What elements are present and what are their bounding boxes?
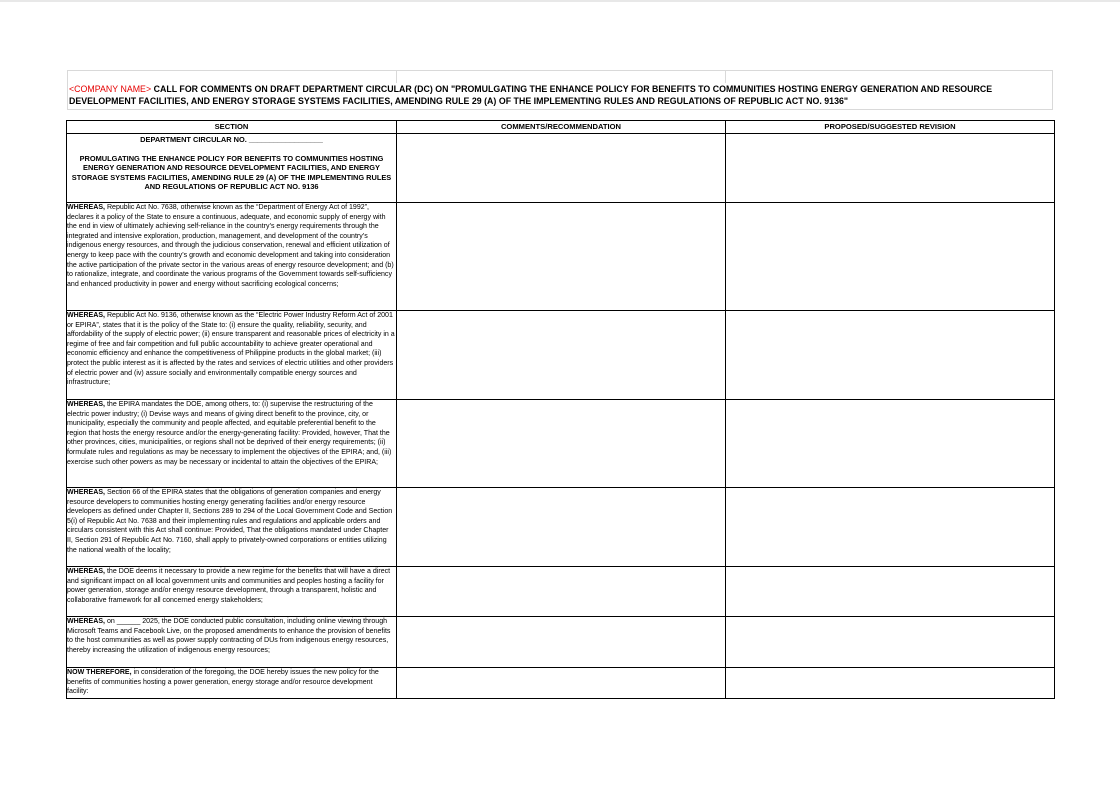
section-cell (67, 488, 397, 567)
column-header-comments: COMMENTS/RECOMMENDATION (397, 121, 726, 134)
clause-text: the DOE deems it necessary to provide a new regime for the benefits that will have a direct and significant impact on all local government units and communities and peoples hosting a facility for power generation, storage and/or energy resource development, through a transparent, holistic and collaborative framework for all concerned energy stakeholders; (67, 568, 391, 604)
revision-cell[interactable] (726, 488, 1055, 567)
comment-cell[interactable] (397, 400, 726, 488)
document-title (69, 84, 1054, 107)
clause-lead: WHEREAS, (67, 401, 105, 408)
revision-cell[interactable] (726, 668, 1055, 699)
clause-lead: WHEREAS, (67, 204, 105, 211)
revision-cell[interactable] (726, 617, 1055, 668)
table-header-row (67, 121, 1055, 134)
clause-lead: NOW THEREFORE, (67, 669, 132, 676)
section-cell (67, 203, 397, 311)
clause-text: the EPIRA mandates the DOE, among others, to: (i) supervise the restructuring of the electric power industry; (i) Devise ways and means of giving direct benefit to the province, city, or municipality, especially the community and people affected, and equitable preferential benefit to the region that hosts the energy resource and/or the energy-generating facility: Provided, however, That the other provinces, cities, municipalities, or regions shall not be deprived of their energy requirements; (ii) formulate rules and regulations as may be necessary to implement the objectives of the EPIRA; and, (iii) exercise such other powers as may be necessary or incidental to attain the objectives of the EPIRA; (67, 401, 392, 466)
table-row (67, 668, 1055, 699)
clause-lead: WHEREAS, (67, 568, 105, 575)
circular-number: DEPARTMENT CIRCULAR NO. __________________ (140, 135, 323, 144)
column-header-section: SECTION (67, 121, 397, 134)
column-header-revision: PROPOSED/SUGGESTED REVISION (726, 121, 1055, 134)
section-cell (67, 567, 397, 617)
comment-cell[interactable] (397, 668, 726, 699)
revision-cell[interactable] (726, 203, 1055, 311)
table-row (67, 617, 1055, 668)
circular-title: PROMULGATING THE ENHANCE POLICY FOR BENEFITS TO COMMUNITIES HOSTING ENERGY GENERATION AND RESOURCE DEVELOPMENT FACILITIES, AND ENERGY STORAGE SYSTEMS FACILITIES, AMENDING RULE 29 (A) OF THE IMPLEMENTING RULES AND REGULATIONS OF REPUBLIC ACT NO. 9136 (71, 153, 392, 192)
comment-cell[interactable] (397, 488, 726, 567)
clause-text: in consideration of the foregoing, the DOE hereby issues the new policy for the benefits of communities hosting a power generation, energy storage and/or resource development facility: (67, 669, 379, 696)
title-text: CALL FOR COMMENTS ON DRAFT DEPARTMENT CIRCULAR (DC) ON "PROMULGATING THE ENHANCE POLICY FOR BENEFITS TO COMMUNITIES HOSTING ENERGY GENERATION AND RESOURCE DEVELOPMENT FACILITIES, AND ENERGY STORAGE SYSTEMS FACILITIES, AMENDING RULE 29 (A) OF THE IMPLEMENTING RULES AND REGULATIONS OF REPUBLIC ACT NO. 9136" (69, 84, 993, 106)
comments-matrix-table (66, 120, 1055, 699)
company-name-placeholder: <COMPANY NAME> (69, 84, 152, 94)
section-cell (67, 400, 397, 488)
comment-cell[interactable] (397, 134, 726, 203)
revision-cell[interactable] (726, 400, 1055, 488)
page-top-edge (0, 0, 1120, 2)
table-row (67, 567, 1055, 617)
clause-lead: WHEREAS, (67, 618, 105, 625)
clause-text: on ______ 2025, the DOE conducted public consultation, including online viewing through Microsoft Teams and Facebook Live, on the proposed amendments to enhance the provision of benefits to the host communities as well as power supply contracting of DUs from indigenous energy resources, thereby increasing the utilization of indigenous energy resources; (67, 618, 391, 654)
comment-cell[interactable] (397, 617, 726, 668)
comment-cell[interactable] (397, 203, 726, 311)
table-row (67, 311, 1055, 400)
comment-cell[interactable] (397, 567, 726, 617)
clause-text: Republic Act No. 7638, otherwise known as the “Department of Energy Act of 1992”, declares it a policy of the State to ensure a continuous, adequate, and economic supply of energy with the end in view of ultimately achieving self-reliance in the country’s energy requirements through the integrated and intensive exploration, production, management, and development of the country’s indigenous energy resources, and through the judicious conservation, renewal and efficient utilization of energy to keep pace with the country’s growth and economic development and taking into consideration the active participation of the private sector in the various areas of energy resource development; and (b) to rationalize, integrate, and coordinate the various programs of the Government towards self-sufficiency and enhanced productivity in power and energy without sacrificing ecological concerns; (67, 204, 394, 288)
revision-cell[interactable] (726, 311, 1055, 400)
revision-cell[interactable] (726, 134, 1055, 203)
section-cell (67, 668, 397, 699)
table-row (67, 488, 1055, 567)
section-cell (67, 617, 397, 668)
table-row (67, 203, 1055, 311)
circular-heading-cell (67, 134, 397, 203)
revision-cell[interactable] (726, 567, 1055, 617)
clause-text: Republic Act No. 9136, otherwise known as the “Electric Power Industry Reform Act of 2001 or EPIRA”, states that it is the policy of the State to: (i) ensure the quality, reliability, security, and affordability of the supply of electric power; (ii) ensure transparent and reasonable prices of electricity in a regime of free and fair competition and full public accountability to achieve greater operational and economic efficiency and enhance the competitiveness of Philippine products in the global market; (iii) protect the public interest as it is affected by the rates and services of electric utilities and other providers of electric power and (iv) assure socially and environmentally compatible energy sources and infrastructure; (67, 312, 395, 387)
table-row (67, 400, 1055, 488)
table-row (67, 134, 1055, 203)
clause-lead: WHEREAS, (67, 489, 105, 496)
clause-lead: WHEREAS, (67, 312, 105, 319)
section-cell (67, 311, 397, 400)
header-divider (396, 71, 397, 83)
comment-cell[interactable] (397, 311, 726, 400)
clause-text: Section 66 of the EPIRA states that the obligations of generation companies and energy resource developers to communities hosting energy generating facilities and/or energy resource developers as defined under Chapter II, Sections 289 to 294 of the Local Government Code and Section 5(i) of Republic Act No. 7638 and their implementing rules and regulations and applicable orders and circulars consistent with this Act shall continue: Provided, That the obligations mandated under Chapter II, Section 291 of Republic Act No. 7160, shall apply to privately-owned corporations or entities utilizing the national wealth of the locality; (67, 489, 393, 554)
header-divider (725, 71, 726, 83)
